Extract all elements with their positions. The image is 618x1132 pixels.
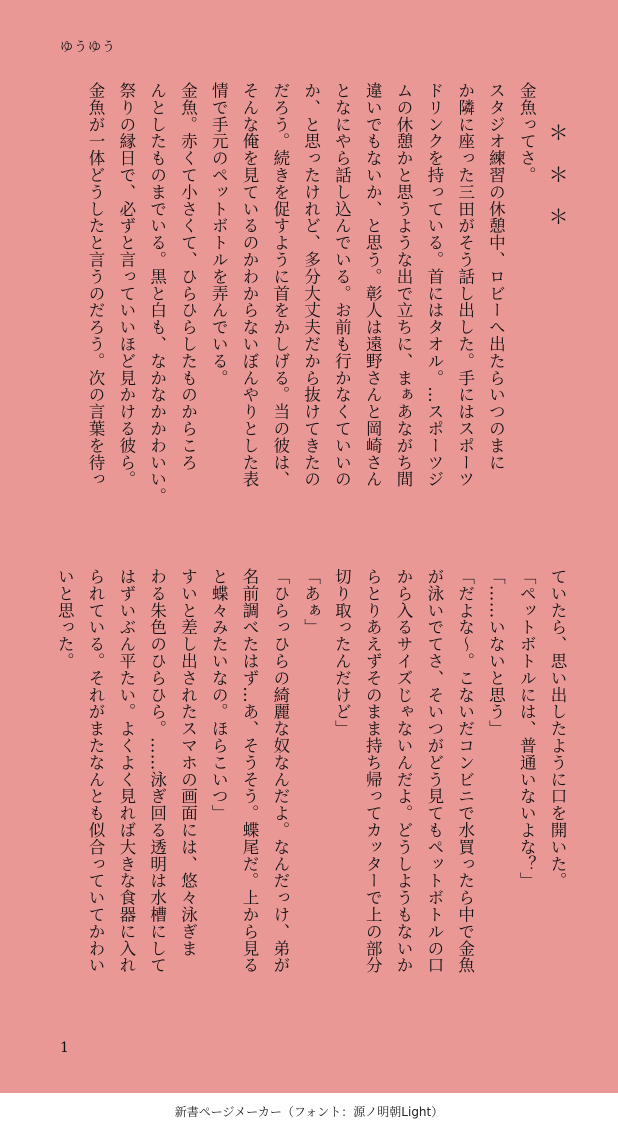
text-line: 「あぁ」 [301,568,321,636]
text-line: スタジオ練習の休憩中、ロビーへ出たらいつのまに [486,82,506,471]
text-line: ムの休憩かと思うような出で立ちに、まぁあながち間 [394,82,414,488]
text-line: 違いでもないか、と思う。彰人は遠野さんと岡崎さん [363,82,383,488]
text-line: そんな俺を見ているのかわからないぼんやりとした表 [240,82,260,488]
running-header: ゆうゆう [60,40,117,55]
text-line: か隣に座った三田がそう話し出した。手にはスポーツ [455,82,475,488]
text-line: と蝶々みたいなの。ほらこいつ」 [209,568,229,822]
text-line: 切り取ったんだけど」 [332,568,352,737]
text-line: すいと差し出されたスマホの画面には、悠々泳ぎま [178,568,198,957]
text-line: 金魚ってさ。 [517,82,537,184]
text-line: 「……いないと思う」 [486,568,506,737]
scene-break-stars: ＊＊＊ [545,122,569,248]
text-line: か、と思ったけれど、多分大丈夫だから抜けてきたの [301,82,321,488]
text-line: 金魚。赤くて小さくて、ひらひらしたものからころ [178,82,198,471]
text-line: 「だよな〜。こないだコンビニで水買ったら中で金魚 [455,568,475,974]
text-line: いと思った。 [55,568,75,670]
text-line: 祭りの縁日で、必ずと言っていいほど見かける彼ら。 [116,82,136,488]
text-line: となにやら話し込んでいる。お前も行かなくていいの [332,82,352,488]
generator-caption: 新書ページメーカー（フォント：源ノ明朝Light） [174,1105,444,1119]
text-line: 金魚が一体どうしたと言うのだろう。次の言葉を待っ [86,82,106,488]
text-line: ていたら、思い出したように口を開いた。 [548,568,567,890]
text-line: はずいぶん平たい。よくよく見れば大きな食器に入れ [116,568,136,974]
text-line: が泳いでてさ、そいつがどう見てもペットボトルの口 [424,568,444,974]
text-line: ドリンクを持っている。首にはタオル。…スポーツジ [424,82,444,488]
text-line: 情で手元のペットボトルを弄んでいる。 [209,82,229,387]
text-line: んとしたものまでいる。黒と白も、なかなかかわいい。 [147,82,167,505]
text-line: 「ひらっひらの綺麗な奴なんだよ。なんだっけ、弟が [270,568,290,974]
page-number: 1 [60,1040,69,1056]
text-line: らとりあえずそのまま持ち帰ってカッターで上の部分 [363,568,383,974]
text-block-top [52,82,572,542]
text-line: わる朱色のひらひら。……泳ぎ回る透明は水槽にして [147,568,167,974]
text-line: 「ペットボトルには、普通いないよな？」 [517,568,537,890]
text-line: だろう。続きを促すように首をかしげる。当の彼は、 [270,82,290,488]
text-line: 名前調べたはず…あ、そうそう。蝶尾だ。上から見る [240,568,260,974]
text-block-bottom [52,568,572,1028]
text-line: られている。それがまたなんとも似合っていてかわい [86,568,106,974]
text-line: から入るサイズじゃないんだよ。どうしようもないか [394,568,414,974]
